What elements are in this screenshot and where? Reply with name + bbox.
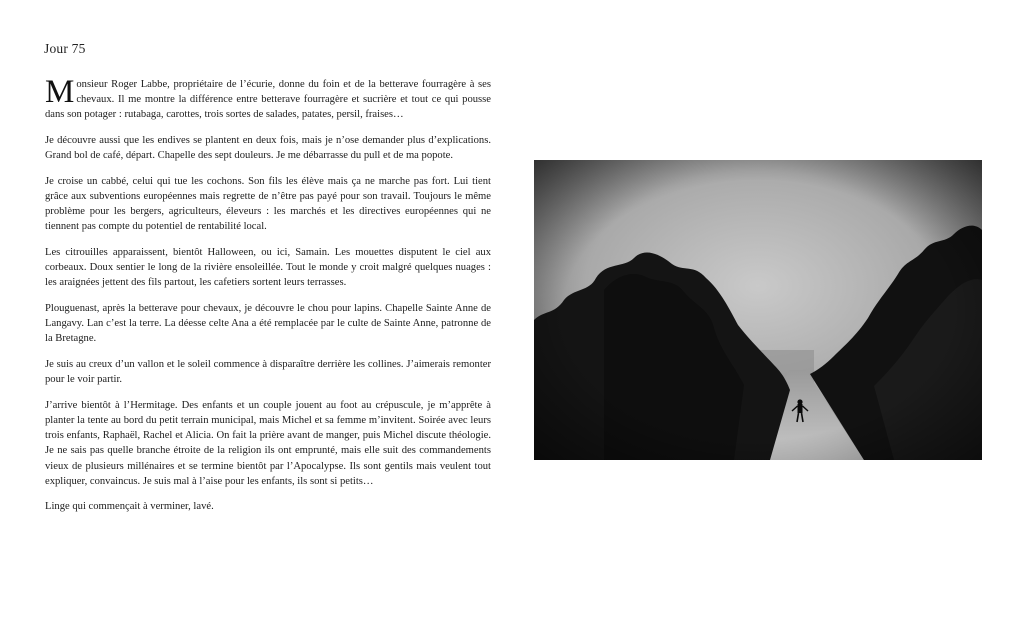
photo-artwork xyxy=(534,160,982,460)
journal-text xyxy=(45,74,491,525)
paragraph-7: J’arrive bientôt à l’Hermitage. Des enfants et un couple jouent au foot au crépuscule, je m’apprête à planter la tente au bord du petit terrain municipal, mais Michel et sa femme m’invitent. Soirée avec leurs trois enfants, Raphaël, Rachel et Alicia. On fait la prière avant de manger, puis Michel discute théologie. Je ne sais pas quelle branche étroite de la religion ils ont emprunté, mais elle suit des commandements vieux de plusieurs millénaires et se termine bientôt par l’Apocalypse. Ils sont gentils mais veulent tout expliquer, convaincus. Je suis mal à l’aise pour les enfants, ils sont si petits… xyxy=(45,399,491,487)
day-title: Jour 75 xyxy=(44,41,86,56)
paragraph-5: Plouguenast, après la betterave pour chevaux, je découvre le chou pour lapins. Chapelle Sainte Anne de Langavy. Lan c’est la terre. La déesse celte Ana a été remplacée par le culte de Sainte Anne, patronne de la Bretagne. xyxy=(45,303,491,345)
photo-vignette xyxy=(534,160,982,460)
road-photograph xyxy=(534,160,982,460)
paragraph-1 xyxy=(45,74,491,123)
paragraph-1-text: onsieur Roger Labbe, propriétaire de l’écurie, donne du foin et de la betterave fourragère à ses chevaux. Il me montre la différence entre betterave fourragère et sucrière et tout ce qui pousse dans son potager : rutabaga, carottes, trois sortes de salades, patates, persil, fraises… xyxy=(45,79,491,121)
drop-cap: M xyxy=(45,74,75,110)
paragraph-6: Je suis au creux d’un vallon et le soleil commence à disparaître derrière les collines. J’aimerais remonter pour le voir partir. xyxy=(45,359,491,386)
paragraph-3: Je croise un cabbé, celui qui tue les cochons. Son fils les élève mais ça ne marche pas fort. Lui tient grâce aux subventions européennes mais regrette de n’être pas payé pour son travail. Toujours le même problème pour les bergers, agriculteurs, éleveurs : les marchés et les directives européennes qui ne tiennent pas compte du potentiel de rentabilité local. xyxy=(45,175,491,233)
paragraph-8: Linge qui commençait à verminer, lavé. xyxy=(45,501,214,513)
paragraph-4: Les citrouilles apparaissent, bientôt Halloween, ou ici, Samain. Les mouettes disputent le ciel aux corbeaux. Doux sentier le long de la rivière ensoleillée. Tout le monde y croit malgré quelques nuages : les araignées jettent des fils partout, les cafetiers sortent leurs terrasses. xyxy=(45,247,491,289)
paragraph-2: Je découvre aussi que les endives se plantent en deux fois, mais je n’ose demander plus d’explications. Grand bol de café, départ. Chapelle des sept douleurs. Je me débarrasse du pull et de ma popote. xyxy=(45,135,491,162)
